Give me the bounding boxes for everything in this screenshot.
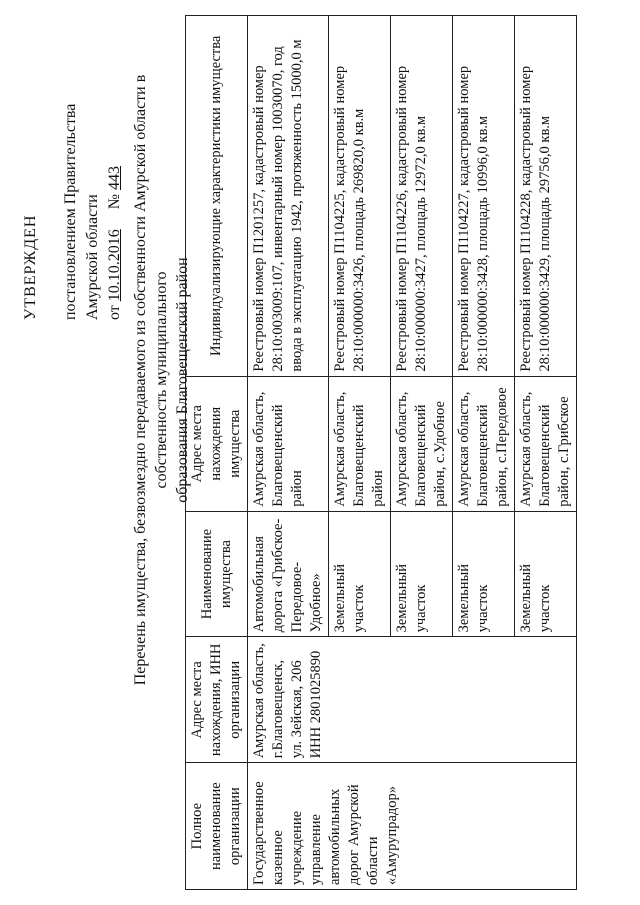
property-name-cell: Земельный участок xyxy=(329,511,391,637)
approval-line-1: постановлением Правительства xyxy=(62,103,79,320)
header-org-name: Полное наименование организации xyxy=(186,763,248,890)
property-details-cell: Реестровый номер П1104226, кадастровый номер 28:10:000000:3427, площадь 12972,0 кв.м xyxy=(391,16,453,377)
approval-stamp xyxy=(20,50,126,320)
header-property-details: Индивидуализирующие характеристики имущества xyxy=(186,16,248,377)
document-title xyxy=(130,30,193,730)
table-header-row xyxy=(186,16,248,890)
property-address-cell: Амурская область, Благовещенский район xyxy=(329,376,391,511)
org-name-cell: Государственное казенное учреждение управление автомобильных дорог Амурской области «Амурупрадор» xyxy=(248,763,577,890)
approval-number: 443 xyxy=(106,165,123,190)
header-property-name: Наименование имущества xyxy=(186,511,248,637)
from-label: от xyxy=(106,305,123,320)
org-address-cell: Амурская область, г.Благовещенск, ул. Зейская, 206 ИНН 2801025890 xyxy=(248,637,577,763)
table-row xyxy=(248,16,329,890)
property-name-cell: Земельный участок xyxy=(453,511,515,637)
number-label: № xyxy=(106,193,123,210)
approval-heading: УТВЕРЖДЕН xyxy=(22,214,39,320)
title-line-1: Перечень имущества, безвозмездно передаваемого из собственности Амурской области в собственность муниципального xyxy=(132,74,170,686)
header-property-address: Адрес места нахождения имущества xyxy=(186,376,248,511)
title-line-2: образования Благовещенский район xyxy=(174,257,191,503)
approval-line-2: Амурской области xyxy=(84,194,101,320)
property-details-cell: Реестровый номер П1201257, кадастровый номер 28:10:003009:107, инвентарный номер 10030070, год ввода в эксплуатацию 1942, протяженность 15000,0 м xyxy=(248,16,329,377)
property-details-cell: Реестровый номер П1104227, кадастровый номер 28:10:000000:3428, площадь 10996,0 кв.м xyxy=(453,16,515,377)
property-address-cell: Амурская область, Благовещенский район, с.Грибское xyxy=(515,376,577,511)
property-address-cell: Амурская область, Благовещенский район xyxy=(248,376,329,511)
approval-date: 10.10.2016 xyxy=(106,229,123,302)
property-details-cell: Реестровый номер П1104225, кадастровый номер 28:10:000000:3426, площадь 269820,0 кв.м xyxy=(329,16,391,377)
header-org-address: Адрес места нахождения, ИНН организации xyxy=(186,637,248,763)
property-name-cell: Автомобильная дорога «Грибское-Передовое-Удобное» xyxy=(248,511,329,637)
property-details-cell: Реестровый номер П1104228, кадастровый номер 28:10:000000:3429, площадь 29756,0 кв.м xyxy=(515,16,577,377)
property-address-cell: Амурская область, Благовещенский район, с.Удобное xyxy=(391,376,453,511)
property-name-cell: Земельный участок xyxy=(515,511,577,637)
property-table xyxy=(185,15,577,890)
property-address-cell: Амурская область, Благовещенский район, с.Передовое xyxy=(453,376,515,511)
approval-date-line xyxy=(104,50,126,320)
property-name-cell: Земельный участок xyxy=(391,511,453,637)
